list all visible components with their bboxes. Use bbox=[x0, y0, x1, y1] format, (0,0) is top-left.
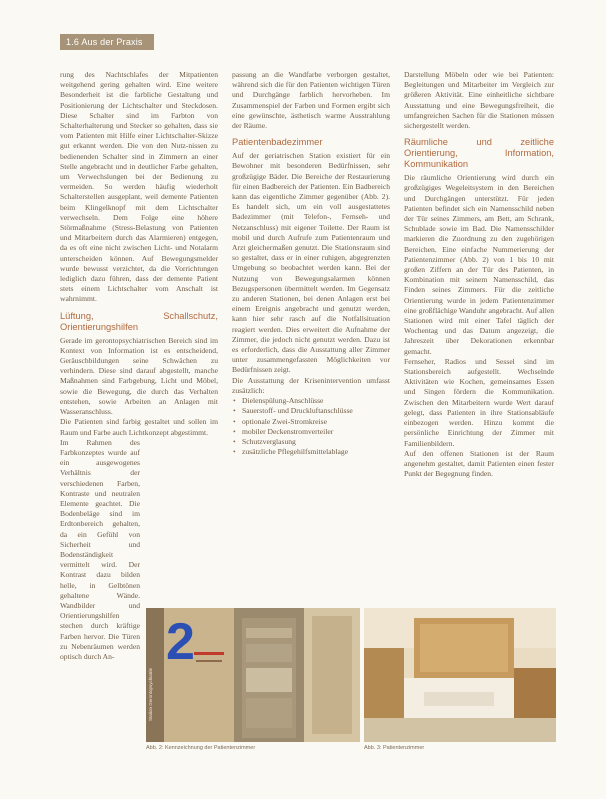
paragraph: Die Patienten sind farbig gestaltet und sollen im Raum und Farbe auch Lichtkonzept abgestimmt. bbox=[60, 417, 218, 437]
text-column-3 bbox=[404, 70, 554, 479]
patient-room-illustration bbox=[364, 608, 556, 742]
list-item: • zusätzliche Pflegehilfsmittelablage bbox=[242, 447, 390, 457]
list-item: • Schutzverglasung bbox=[242, 437, 390, 447]
equipment-list bbox=[232, 396, 390, 457]
figure-1-caption: Abb. 2: Kennzeichnung der Patientenzimmer bbox=[146, 745, 256, 751]
section-header: 1.6 Aus der Praxis bbox=[60, 34, 154, 50]
list-item: • Sauerstoff- und Druckluftanschlüsse bbox=[242, 406, 390, 416]
paragraph: Auf den offenen Stationen ist der Raum angenehm gestaltet, damit Patienten einen fester Punkt der Begegnung finden. bbox=[404, 448, 554, 479]
list-item: • optionale Zwei-Stromkreise bbox=[242, 417, 390, 427]
list-item: • Dielenspülung-Anschlüsse bbox=[242, 396, 390, 406]
paragraph: rung des Nachtschlafes der Mitpatienten weitgehend gering gehalten wird. Eine weitere Besonderheit ist die farbliche Gestaltung und Positionierung der Lichtschalter und Steckdosen. Diese Schalter sind im Farbton von Schalterhalterung und Stecker so gehalten, dass sie vom Patienten mit Hilfe einer Lichtschalter-Skizze gut erkannt werden. Die von den Nutz-nissen zu bedienenden Schalter sind in Zimmern an einer Stelle angebracht und in deutlicher Farbe gehalten, um Verwechslungen bei der Bedienung zu vermeiden. So werden häufig wiederholt Schalterstellen ausgeplant, weil demente Patienten beim Klingelknopf mit dem Lichtschalter verwechseln. Dem Folge eine höhere Störmaßnahme (Stress-Belastung von Patienten und Mitarbeitern durch das Alarmieren) entgegen, da es oft eine nicht zwischen Licht- und Notalarm unterscheiden können. Auf Bewegungsmelder wurde bewusst verzichtet, da die Vorrichtungen lediglich dazu führen, dass der demente Patient stets einem Lichtschalter vom Anschalt ist wahrnimmt. bbox=[60, 70, 218, 304]
subheading: Räumliche und zeitliche Orientierung, Information, Kommunikation bbox=[404, 137, 554, 170]
paragraph: Fernseher, Radios und Sessel sind im Stationsbereich aufgestellt. Wechselnde Aktivitäten wie Kochen, gemeinsames Essen und Singen fördern die Kommunikation. Zwischen den Mitarbeitern wurde Wert darauf gelegt, dass Patienten in ihre Stationsabläufe einbezogen werden. Hinzu kommt die persönliche Einrichtung der Zimmer mit Familienbildern. bbox=[404, 356, 554, 448]
text-column-1 bbox=[60, 70, 218, 662]
paragraph: Die räumliche Orientierung wird durch ein großzügiges Wegeleitsystem in den Bereichen und Durchgängen unterstützt. Für jeden Patienten befindet sich ein Namensschild neben der Tür seines Zimmers, am Bett, am Schrank, Schublade sowie im Bad. Die Namensschilder markieren die Zuordnung zu den zugehörigen Bereichen. Eine einfache Nummerierung der Patientenzimmer (Abb. 2) von 1 bis 10 mit großen Ziffern an der Tür des Patienten, in Kombination mit seinem Namensschild, das Finden seines Zimmers. Für die zeitliche Orientierung wurde in jedem Patientenzimmer eine großflächige Wanduhr angebracht. Auf allen Stationen wird mit einer Tafel täglich der Wochentag und das Datum angezeigt, die Jahreszeit über Dekorationen erkennbar gemacht. bbox=[404, 173, 554, 356]
paragraph: Darstellung Möbeln oder wie bei Patienten: Begleitungen und Mitarbeiter im Vergleich zur größeren Aktivität. Eine einheitliche sichtbare Ausstattung und eine Bewegungsfreiheit, die umfangreichen Sachen für die Stationen müssen sichergestellt werden. bbox=[404, 70, 554, 131]
ward-sign: Station Gerontopsychiatrie bbox=[148, 668, 153, 722]
list-item: • mobiler Deckenstromverteiler bbox=[242, 427, 390, 437]
room-number: 2 bbox=[166, 613, 195, 671]
text-column-2 bbox=[232, 70, 390, 457]
subheading: Patientenbadezimmer bbox=[232, 137, 323, 148]
paragraph: Im Rahmen des Farbkonzeptes wurde auf ein ausgewogenes Verhältnis der verschiedenen Farben, Kontraste und neutralen Elemente geachtet. Die Bodenbeläge sind im Erdtonbereich gehalten, da ein Gefühl von Sicherheit und Bodenständigkeit vermittelt wird. Der Kontrast dazu bilden helle, in Gelbtönen gehaltene Wände. Wandbilder und Orientierungshilfen stechen durch kräftige Farben hervor. Die Türen zu Nebenräumen werden optisch durch An- bbox=[60, 437, 140, 661]
figure-2-caption: Abb. 3: Patientenzimmer bbox=[364, 745, 425, 751]
paragraph: Auf der geriatrischen Station existiert für ein Bewohner mit besonderen Bedürfnissen, sehr großzügige Bäder. Die Bereiche der Restaurierung für einen Badbereich der Patienten. Ein Badbereich kann das eigentliche Zimmer gegenüber (Abb. 2). Es handelt sich, um ein voll ausgestattetes Badezimmer (mit Telefon-, Fernseh- und Netzanschluss) mit eigener Toilette. Der Raum ist mobil und durch Aufrufe zum Patientenraum und Arzt gleichermaßen genutzt. Die Stationsraum sind so gestaltet, dass er in einer ruhigen, abgegrenzten Umgebung so beobachtet werden kann. Bei der Nutzung von Bewegungsalarmen können Bezugspersonen übermittelt werden. Im Gegensatz zu anderen Stationen, bei denen Anlagen erst bei einem Ereignis angebracht und genutzt werden, kann hier sehr rasch auf die Notfallsituation reagiert werden. Dies erweitert die Aufnahme der Zimmer, die jedoch nicht genutzt werden. Dazu ist es erforderlich, dass die Ausstattung aller Zimmer unter zusammengefassten Möglichkeiten vor Bedürfnissen zeigt. bbox=[232, 151, 390, 375]
subheading: Lüftung, Schallschutz, Orientierungshilfen bbox=[60, 310, 218, 332]
figure-patient-room-photo bbox=[364, 608, 556, 742]
figure-door-sign-photo bbox=[146, 608, 360, 742]
paragraph: passung an die Wandfarbe verborgen gestaltet, während sich die für den Patienten wichtigen Türen und Durchgänge farblich hervorheben. Im Zusammenspiel der Farben und Formen ergibt sich eine gewünschte, ästhetisch warme Ausstrahlung der Räume. bbox=[232, 70, 390, 131]
paragraph: Gerade im gerontopsychiatrischen Bereich sind im Kontext von Information ist es entscheidend, Geräuschbildungen seine Schwächen zu verhindern. Diese sind darauf abgestellt, manche Maßnahmen sind Farbgebung, Licht und Möbel, sowie die Bewegung, die durch das Verhalten entstehen, sowie Arbeiten an Anlagen mit Wasseranschluss. bbox=[60, 335, 218, 417]
paragraph: Die Ausstattung der Krisenintervention umfasst zusätzlich: bbox=[232, 375, 390, 395]
